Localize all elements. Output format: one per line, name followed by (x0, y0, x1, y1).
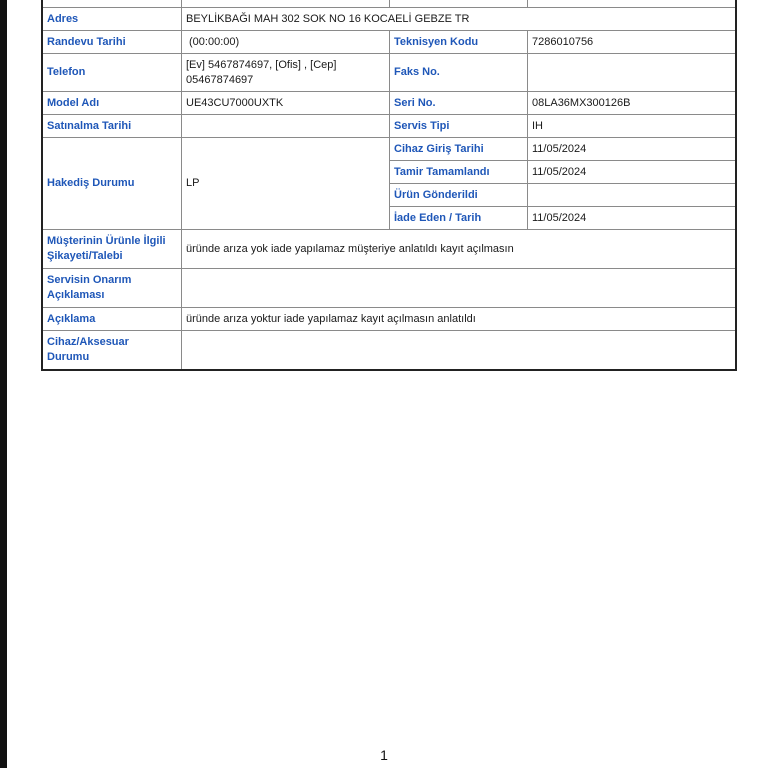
table-row (43, 31, 736, 54)
technician-code-value: 7286010756 (528, 31, 736, 54)
table-row (43, 138, 736, 161)
repair-description-label-line1: Servisin Onarım (47, 274, 132, 286)
service-type-label: Servis Tipi (390, 115, 528, 138)
cut-off-cell (528, 0, 736, 8)
product-sent-label: Ürün Gönderildi (390, 184, 528, 207)
table-row (43, 0, 736, 8)
cut-off-cell (182, 0, 390, 8)
repair-description-label-line2: Açıklaması (47, 289, 105, 301)
fax-value (528, 54, 736, 92)
accessory-status-value (182, 331, 736, 370)
service-form-table (42, 0, 736, 370)
table-row (43, 230, 736, 269)
repair-description-label (43, 269, 182, 308)
table-row (43, 115, 736, 138)
cut-off-cell (43, 0, 182, 8)
phone-value-line2: 05467874697 (186, 73, 254, 86)
phone-label: Telefon (43, 54, 182, 92)
serial-no-label: Seri No. (390, 92, 528, 115)
customer-complaint-label (43, 230, 182, 269)
table-row (43, 92, 736, 115)
serial-no-value: 08LA36MX300126B (528, 92, 736, 115)
device-entry-date-label: Cihaz Giriş Tarihi (390, 138, 528, 161)
appointment-date-value: (00:00:00) (182, 31, 390, 54)
purchase-date-label: Satınalma Tarihi (43, 115, 182, 138)
address-label: Adres (43, 8, 182, 31)
purchase-date-value (182, 115, 390, 138)
model-name-label: Model Adı (43, 92, 182, 115)
description-label: Açıklama (43, 308, 182, 331)
service-type-value: IH (528, 115, 736, 138)
appointment-date-label: Randevu Tarihi (43, 31, 182, 54)
phone-value (182, 54, 390, 92)
description-value: üründe arıza yoktur iade yapılamaz kayıt açılmasın anlatıldı (182, 308, 736, 331)
entitlement-status-label: Hakediş Durumu (43, 138, 182, 230)
table-row (43, 54, 736, 92)
technician-code-label: Teknisyen Kodu (390, 31, 528, 54)
fax-label: Faks No. (390, 54, 528, 92)
scan-left-edge (0, 0, 7, 768)
returned-by-date-value: 11/05/2024 (528, 207, 736, 230)
page-number: 1 (380, 747, 388, 763)
table-row (43, 8, 736, 31)
customer-complaint-label-line2: Şikayeti/Talebi (47, 250, 123, 262)
repair-completed-label: Tamir Tamamlandı (390, 161, 528, 184)
customer-complaint-label-line1: Müşterinin Ürünle İlgili (47, 235, 166, 247)
entitlement-status-value: LP (182, 138, 390, 230)
cut-off-cell (390, 0, 528, 8)
address-value: BEYLİKBAĞI MAH 302 SOK NO 16 KOCAELİ GEBZE TR (182, 8, 736, 31)
phone-value-line1: [Ev] 5467874697, [Ofis] , [Cep] (186, 58, 337, 71)
repair-description-value (182, 269, 736, 308)
table-row (43, 331, 736, 370)
device-entry-date-value: 11/05/2024 (528, 138, 736, 161)
repair-completed-value: 11/05/2024 (528, 161, 736, 184)
product-sent-value (528, 184, 736, 207)
model-name-value: UE43CU7000UXTK (182, 92, 390, 115)
accessory-status-label-line1: Cihaz/Aksesuar (47, 336, 129, 348)
table-row (43, 269, 736, 308)
returned-by-date-label: İade Eden / Tarih (390, 207, 528, 230)
accessory-status-label (43, 331, 182, 370)
customer-complaint-value: üründe arıza yok iade yapılamaz müşteriye anlatıldı kayıt açılmasın (182, 230, 736, 269)
table-row (43, 308, 736, 331)
accessory-status-label-line2: Durumu (47, 351, 90, 363)
